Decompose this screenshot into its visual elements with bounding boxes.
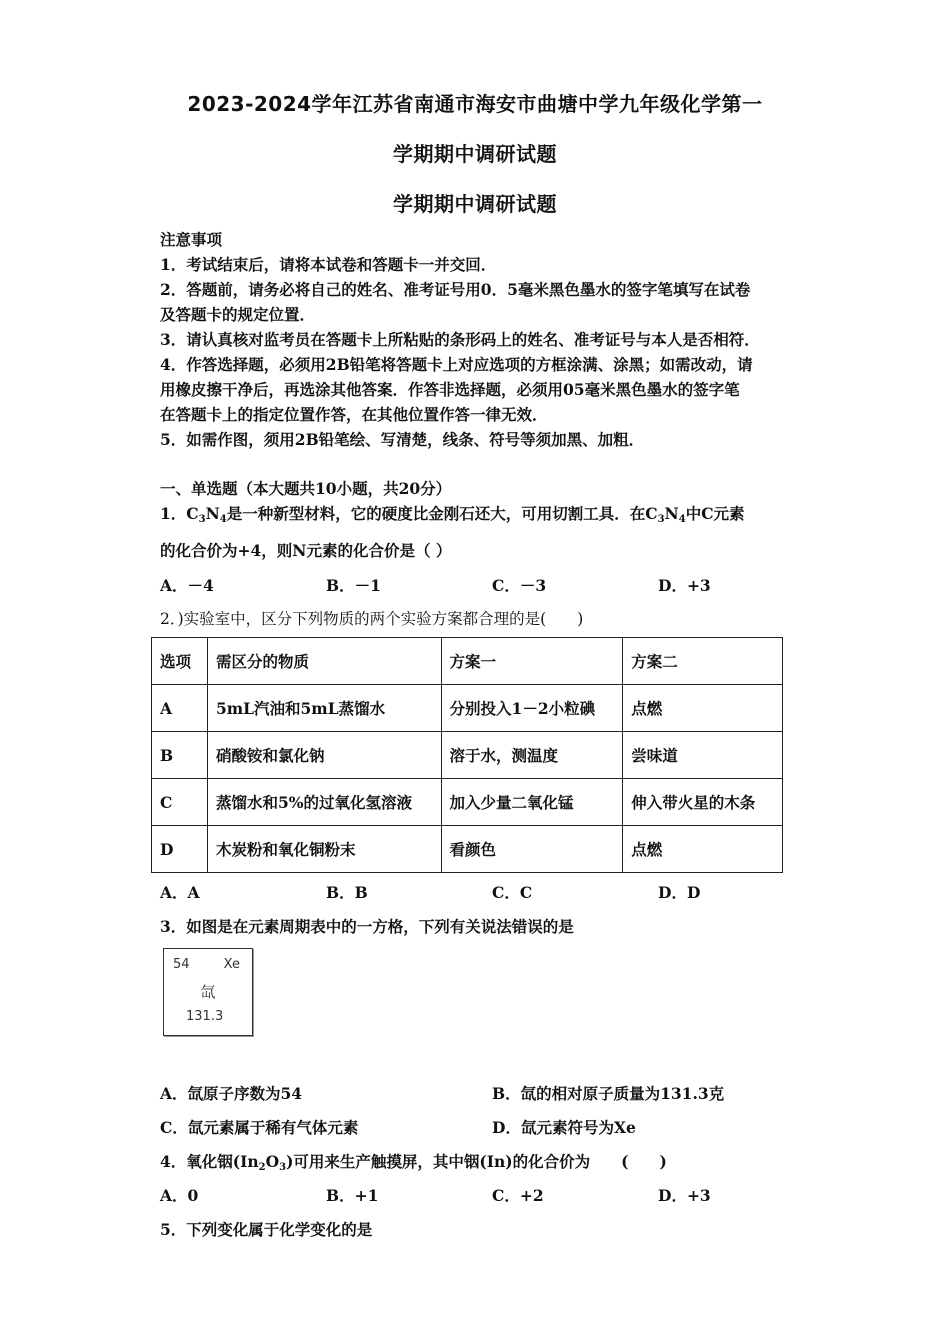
table-cell: 溶于水，测温度 xyxy=(441,732,623,779)
element-name: 氙 xyxy=(200,983,216,1001)
table-header-cell: 方案二 xyxy=(623,638,783,685)
q2-option-d[interactable]: D．D xyxy=(658,883,701,902)
q3-option-d[interactable]: D．氙元素符号为Xe xyxy=(492,1118,636,1137)
table-row xyxy=(152,732,783,779)
section-heading: 一、单选题（本大题共10小题，共20分） xyxy=(160,479,452,498)
exam-title-line1: 2023-2024学年江苏省南通市海安市曲塘中学九年级化学第一 xyxy=(187,92,763,116)
q1-option-d[interactable]: D．+3 xyxy=(658,576,711,595)
q4-stem: 4．氧化铟$(In_2O_3)$可用来生产触摸屏，其中铟(In)的化合价为 ( ) xyxy=(160,1152,667,1173)
table-cell: B xyxy=(152,732,208,779)
table-cell: 点燃 xyxy=(623,826,783,873)
table-row xyxy=(152,779,783,826)
atomic-mass: 131.3 xyxy=(186,1009,224,1024)
q3-option-c[interactable]: C．氙元素属于稀有气体元素 xyxy=(160,1118,359,1137)
table-cell: C xyxy=(152,779,208,826)
q2-table xyxy=(151,637,783,873)
notes-item-2b: 及答题卡的规定位置． xyxy=(160,305,316,324)
table-row xyxy=(152,685,783,732)
table-cell: 点燃 xyxy=(623,685,783,732)
table-cell: 尝味道 xyxy=(623,732,783,779)
notes-item-5: 5．如需作图，须用2B铅笔绘、写清楚，线条、符号等须加黑、加粗． xyxy=(160,430,645,449)
q3-stem: 3．如图是在元素周期表中的一方格，下列有关说法错误的是 xyxy=(160,917,574,936)
notes-heading: 注意事项 xyxy=(160,230,223,249)
q1-stem-line2: 的化合价为+4，则N元素的化合价是（ ） xyxy=(160,541,452,560)
q4-option-b[interactable]: B．+1 xyxy=(326,1186,379,1205)
atomic-number: 54 xyxy=(173,957,190,972)
element-symbol: Xe xyxy=(223,957,240,972)
table-header-row xyxy=(152,638,783,685)
table-cell: A xyxy=(152,685,208,732)
q2-option-b[interactable]: B．B xyxy=(326,883,368,902)
q5-stem: 5．下列变化属于化学变化的是 xyxy=(160,1220,373,1239)
table-header-cell: 选项 xyxy=(152,638,208,685)
q4-option-a[interactable]: A．0 xyxy=(160,1186,199,1205)
table-cell: 5mL汽油和5mL蒸馏水 xyxy=(207,685,441,732)
q4-option-d[interactable]: D．+3 xyxy=(658,1186,711,1205)
table-cell: D xyxy=(152,826,208,873)
table-cell: 分别投入1－2小粒碘 xyxy=(441,685,623,732)
table-row xyxy=(152,826,783,873)
table-cell: 加入少量二氧化锰 xyxy=(441,779,623,826)
q2-option-c[interactable]: C．C xyxy=(492,883,533,902)
q1-option-c[interactable]: C．－3 xyxy=(492,576,547,595)
notes-item-2a: 2．答题前，请务必将自己的姓名、准考证号用0．5毫米黑色墨水的签字笔填写在试卷 xyxy=(160,280,751,299)
table-header-cell: 需区分的物质 xyxy=(207,638,441,685)
table-cell: 伸入带火星的木条 xyxy=(623,779,783,826)
table-cell: 木炭粉和氧化铜粉末 xyxy=(207,826,441,873)
periodic-element-cell xyxy=(163,948,253,1036)
q1-option-b[interactable]: B．－1 xyxy=(326,576,381,595)
q2-option-a[interactable]: A．A xyxy=(160,883,200,902)
q2-stem: 2．)实验室中，区分下列物质的两个实验方案都合理的是( ) xyxy=(160,610,584,628)
q1-stem-line1: 1．$C_3N_4$是一种新型材料，它的硬度比金刚石还大，可用切割工具．在$C_3N_4$中C元素 xyxy=(160,504,745,525)
notes-item-1: 1．考试结束后，请将本试卷和答题卡一并交回． xyxy=(160,255,497,274)
table-header-cell: 方案一 xyxy=(441,638,623,685)
exam-title-line3: 学期期中调研试题 xyxy=(393,192,557,216)
q4-option-c[interactable]: C．+2 xyxy=(492,1186,544,1205)
table-cell: 看颜色 xyxy=(441,826,623,873)
notes-item-3: 3．请认真核对监考员在答题卡上所粘贴的条形码上的姓名、准考证号与本人是否相符． xyxy=(160,330,760,349)
table-cell: 硝酸铵和氯化钠 xyxy=(207,732,441,779)
q3-option-a[interactable]: A．氙原子序数为54 xyxy=(160,1084,303,1103)
notes-item-4c: 在答题卡上的指定位置作答，在其他位置作答一律无效． xyxy=(160,405,548,424)
table-cell: 蒸馏水和5%的过氧化氢溶液 xyxy=(207,779,441,826)
q1-option-a[interactable]: A．－4 xyxy=(160,576,214,595)
q3-option-b[interactable]: B．氙的相对原子质量为131.3克 xyxy=(492,1084,725,1103)
notes-item-4a: 4．作答选择题，必须用2B铅笔将答题卡上对应选项的方框涂满、涂黑；如需改动，请 xyxy=(160,355,753,374)
notes-item-4b: 用橡皮擦干净后，再选涂其他答案．作答非选择题，必须用05毫米黑色墨水的签字笔 xyxy=(160,380,740,399)
exam-title-line2: 学期期中调研试题 xyxy=(393,142,557,166)
